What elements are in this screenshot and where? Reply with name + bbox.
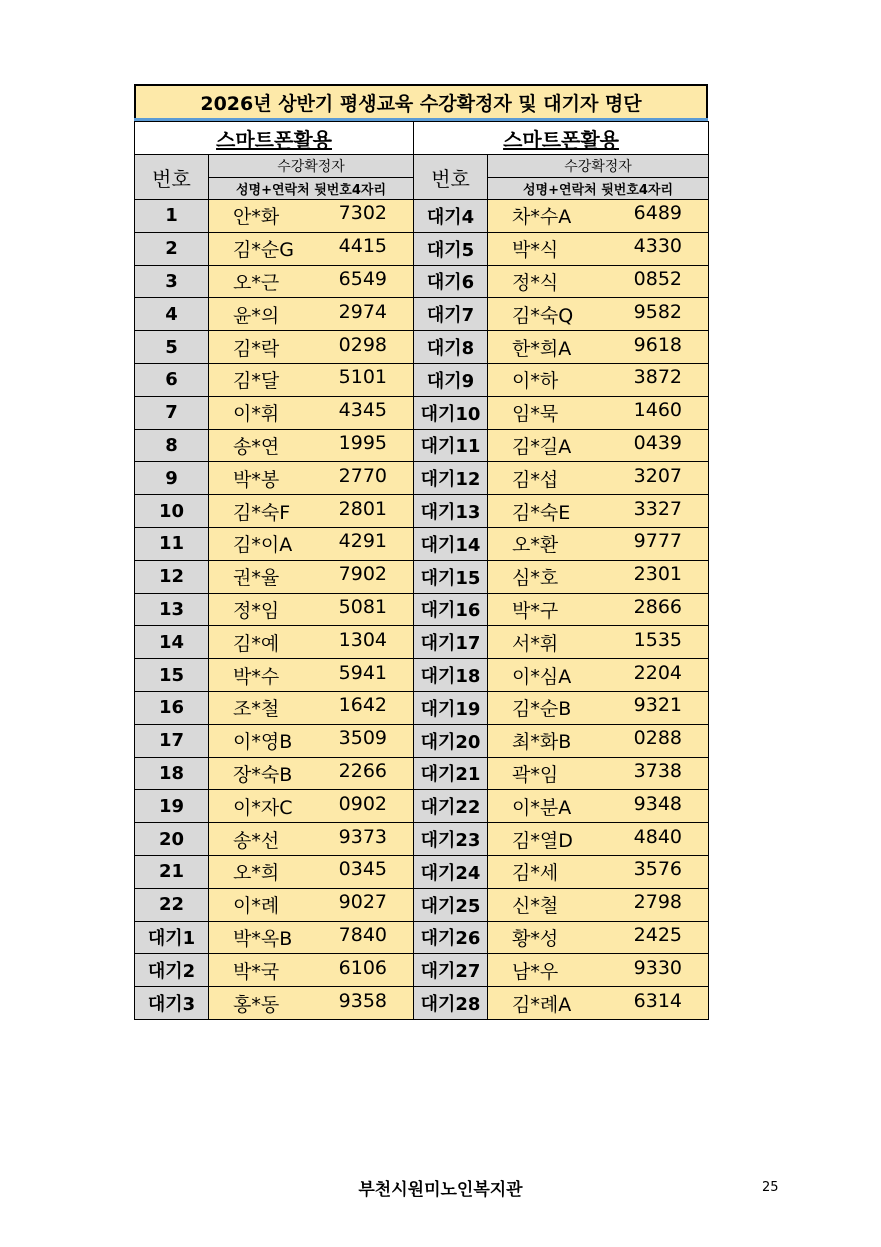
enrollee-name: 박*수	[233, 665, 280, 688]
enrollee-name: 김*세	[512, 862, 559, 885]
phone-last-four: 3576	[633, 858, 683, 881]
right-row-number: 대기9	[414, 363, 488, 396]
table-row	[135, 823, 709, 856]
phone-last-four: 0852	[633, 267, 683, 290]
left-row-number: 11	[135, 527, 209, 560]
table-row	[135, 987, 709, 1020]
enrollee-name: 윤*의	[233, 304, 280, 327]
phone-last-four: 2798	[633, 891, 683, 914]
right-row-number: 대기12	[414, 462, 488, 495]
right-enrollee-cell	[488, 724, 709, 757]
phone-last-four: 6106	[338, 956, 388, 979]
right-row-number: 대기19	[414, 691, 488, 724]
phone-last-four: 9321	[633, 694, 683, 717]
phone-last-four: 2866	[633, 595, 683, 618]
table-row	[135, 560, 709, 593]
table-row	[135, 790, 709, 823]
left-row-number: 21	[135, 855, 209, 888]
table-row	[135, 921, 709, 954]
right-enrollee-cell	[488, 363, 709, 396]
enrollee-name: 홍*동	[233, 993, 280, 1016]
enrollee-name: 권*율	[233, 567, 280, 590]
enrollee-name: 김*열D	[512, 829, 573, 852]
left-row-number: 대기1	[135, 921, 209, 954]
enrollee-name: 박*식	[512, 239, 559, 262]
phone-last-four: 1642	[338, 694, 388, 717]
enrollee-name: 이*영B	[233, 731, 293, 754]
enrollee-name: 김*례A	[512, 993, 572, 1016]
phone-last-four: 2425	[633, 923, 683, 946]
phone-last-four: 0902	[338, 792, 388, 815]
right-row-number: 대기8	[414, 331, 488, 364]
right-enrollee-cell	[488, 232, 709, 265]
phone-last-four: 2301	[633, 563, 683, 586]
left-row-number: 18	[135, 757, 209, 790]
phone-last-four: 6314	[633, 989, 683, 1012]
enrollee-name: 김*달	[233, 370, 280, 393]
right-enrollee-cell	[488, 331, 709, 364]
left-enrollee-cell	[209, 298, 414, 331]
left-number-header: 번호	[135, 155, 209, 200]
enrollee-name: 안*화	[233, 206, 280, 229]
enrollee-name: 김*길A	[512, 435, 572, 458]
left-sub-header: 성명+연락처 뒷번호4자리	[209, 178, 414, 200]
enrollee-name: 김*순G	[233, 239, 294, 262]
enrollee-name: 이*하	[512, 370, 559, 393]
phone-last-four: 2770	[338, 464, 388, 487]
phone-last-four: 5081	[338, 595, 388, 618]
enrollee-name: 서*휘	[512, 632, 559, 655]
left-row-number: 22	[135, 888, 209, 921]
left-row-number: 15	[135, 659, 209, 692]
enrollee-name: 이*분A	[512, 796, 572, 819]
phone-last-four: 5101	[338, 366, 388, 389]
left-row-number: 13	[135, 593, 209, 626]
table-row	[135, 855, 709, 888]
right-row-number: 대기27	[414, 954, 488, 987]
left-enrollee-cell	[209, 691, 414, 724]
enrollee-name: 박*옥B	[233, 927, 293, 950]
phone-last-four: 3872	[633, 366, 683, 389]
page-number: 25	[762, 1180, 779, 1195]
enrollee-name: 차*수A	[512, 206, 572, 229]
right-row-number: 대기28	[414, 987, 488, 1020]
left-row-number: 10	[135, 495, 209, 528]
left-enrollee-cell	[209, 396, 414, 429]
phone-last-four: 9358	[338, 989, 388, 1012]
enrollee-name: 박*구	[512, 599, 559, 622]
left-enrollee-cell	[209, 232, 414, 265]
right-row-number: 대기24	[414, 855, 488, 888]
right-enrollee-cell	[488, 659, 709, 692]
document-title: 2026년 상반기 평생교육 수강확정자 및 대기자 명단	[134, 84, 708, 118]
right-enrollee-cell	[488, 200, 709, 233]
right-row-number: 대기21	[414, 757, 488, 790]
enrollee-name: 김*숙Q	[512, 304, 574, 327]
enrollee-name: 정*식	[512, 271, 559, 294]
table-row	[135, 298, 709, 331]
enrollee-name: 남*우	[512, 960, 559, 983]
left-enrollee-cell	[209, 200, 414, 233]
table-row	[135, 888, 709, 921]
left-enrollee-cell	[209, 626, 414, 659]
left-row-number: 6	[135, 363, 209, 396]
enrollee-name: 오*희	[233, 862, 280, 885]
table-row	[135, 593, 709, 626]
phone-last-four: 6549	[338, 267, 388, 290]
right-row-number: 대기14	[414, 527, 488, 560]
right-row-number: 대기10	[414, 396, 488, 429]
phone-last-four: 2801	[338, 497, 388, 520]
table-row	[135, 363, 709, 396]
right-row-number: 대기13	[414, 495, 488, 528]
enrollee-name: 심*호	[512, 567, 559, 590]
left-enrollee-cell	[209, 888, 414, 921]
phone-last-four: 9373	[338, 825, 388, 848]
enrollee-name: 오*환	[512, 534, 559, 557]
right-enrollee-cell	[488, 855, 709, 888]
right-row-number: 대기11	[414, 429, 488, 462]
organization-name: 부천시원미노인복지관	[358, 1180, 523, 1200]
enrollee-name: 송*선	[233, 829, 280, 852]
left-enrollee-cell	[209, 855, 414, 888]
phone-last-four: 4330	[633, 235, 683, 258]
phone-last-four: 1535	[633, 628, 683, 651]
right-row-number: 대기15	[414, 560, 488, 593]
phone-last-four: 0288	[633, 727, 683, 750]
phone-last-four: 0439	[633, 431, 683, 454]
table-row	[135, 757, 709, 790]
left-row-number: 8	[135, 429, 209, 462]
phone-last-four: 3509	[338, 727, 388, 750]
phone-last-four: 0345	[338, 858, 388, 881]
phone-last-four: 1460	[633, 399, 683, 422]
left-row-number: 대기2	[135, 954, 209, 987]
right-enrollee-cell	[488, 888, 709, 921]
right-enrollee-cell	[488, 757, 709, 790]
left-row-number: 대기3	[135, 987, 209, 1020]
table-row	[135, 331, 709, 364]
right-enrollee-cell	[488, 593, 709, 626]
right-enrollee-cell	[488, 560, 709, 593]
phone-last-four: 7902	[338, 563, 388, 586]
enrollee-name: 곽*임	[512, 763, 559, 786]
phone-last-four: 6489	[633, 202, 683, 225]
left-enrollee-cell	[209, 363, 414, 396]
enrollee-name: 오*근	[233, 271, 280, 294]
right-row-number: 대기6	[414, 265, 488, 298]
right-enrollee-cell	[488, 823, 709, 856]
left-enrollee-cell	[209, 560, 414, 593]
right-row-number: 대기7	[414, 298, 488, 331]
phone-last-four: 9777	[633, 530, 683, 553]
enrollee-name: 이*휘	[233, 403, 280, 426]
left-enrollee-cell	[209, 265, 414, 298]
right-row-number: 대기22	[414, 790, 488, 823]
table-row	[135, 691, 709, 724]
enrollee-name: 김*숙F	[233, 501, 291, 524]
enrollee-name: 김*락	[233, 337, 280, 360]
left-row-number: 17	[135, 724, 209, 757]
right-enrollee-cell	[488, 429, 709, 462]
right-row-number: 대기25	[414, 888, 488, 921]
enrollee-name: 김*숙E	[512, 501, 571, 524]
phone-last-four: 1304	[338, 628, 388, 651]
enrollee-name: 임*묵	[512, 403, 559, 426]
phone-last-four: 7840	[338, 923, 388, 946]
right-row-number: 대기5	[414, 232, 488, 265]
enrollee-name: 송*연	[233, 435, 280, 458]
phone-last-four: 9618	[633, 333, 683, 356]
right-group-header: 수강확정자	[488, 155, 709, 178]
left-row-number: 4	[135, 298, 209, 331]
left-enrollee-cell	[209, 495, 414, 528]
phone-last-four: 3207	[633, 464, 683, 487]
phone-last-four: 2204	[633, 661, 683, 684]
right-sub-header: 성명+연락처 뒷번호4자리	[488, 178, 709, 200]
left-row-number: 12	[135, 560, 209, 593]
phone-last-four: 9582	[633, 300, 683, 323]
phone-last-four: 1995	[338, 431, 388, 454]
enrollee-name: 황*성	[512, 927, 559, 950]
left-row-number: 20	[135, 823, 209, 856]
right-enrollee-cell	[488, 462, 709, 495]
enrollee-name: 이*심A	[512, 665, 572, 688]
phone-last-four: 0298	[338, 333, 388, 356]
right-enrollee-cell	[488, 265, 709, 298]
left-row-number: 1	[135, 200, 209, 233]
phone-last-four: 4415	[338, 235, 388, 258]
table-row	[135, 232, 709, 265]
phone-last-four: 2974	[338, 300, 388, 323]
enrollee-name: 김*순B	[512, 698, 572, 721]
right-enrollee-cell	[488, 921, 709, 954]
enrollee-name: 김*이A	[233, 534, 293, 557]
right-enrollee-cell	[488, 396, 709, 429]
left-row-number: 16	[135, 691, 209, 724]
right-number-header: 번호	[414, 155, 488, 200]
enrollee-name: 김*예	[233, 632, 280, 655]
left-row-number: 2	[135, 232, 209, 265]
right-enrollee-cell	[488, 495, 709, 528]
table-row	[135, 200, 709, 233]
phone-last-four: 4345	[338, 399, 388, 422]
phone-last-four: 9330	[633, 956, 683, 979]
enrollee-name: 이*자C	[233, 796, 293, 819]
table-row	[135, 626, 709, 659]
left-enrollee-cell	[209, 823, 414, 856]
right-row-number: 대기17	[414, 626, 488, 659]
table-row	[135, 265, 709, 298]
right-row-number: 대기18	[414, 659, 488, 692]
table-row	[135, 724, 709, 757]
table-row	[135, 396, 709, 429]
table-row	[135, 954, 709, 987]
phone-last-four: 3738	[633, 759, 683, 782]
left-row-number: 19	[135, 790, 209, 823]
phone-last-four: 7302	[338, 202, 388, 225]
enrollee-name: 신*철	[512, 895, 559, 918]
right-row-number: 대기20	[414, 724, 488, 757]
enrollee-name: 박*봉	[233, 468, 280, 491]
left-row-number: 7	[135, 396, 209, 429]
table-row	[135, 429, 709, 462]
right-enrollee-cell	[488, 987, 709, 1020]
right-row-number: 대기23	[414, 823, 488, 856]
enrollee-name: 김*섭	[512, 468, 559, 491]
phone-last-four: 9027	[338, 891, 388, 914]
left-row-number: 3	[135, 265, 209, 298]
phone-last-four: 2266	[338, 759, 388, 782]
phone-last-four: 3327	[633, 497, 683, 520]
left-enrollee-cell	[209, 954, 414, 987]
right-enrollee-cell	[488, 790, 709, 823]
left-enrollee-cell	[209, 593, 414, 626]
enrollee-name: 이*례	[233, 895, 280, 918]
phone-last-four: 9348	[633, 792, 683, 815]
phone-last-four: 4291	[338, 530, 388, 553]
table-row	[135, 462, 709, 495]
enrollee-name: 정*임	[233, 599, 280, 622]
right-enrollee-cell	[488, 527, 709, 560]
left-group-header: 수강확정자	[209, 155, 414, 178]
left-enrollee-cell	[209, 987, 414, 1020]
enrollee-name: 조*철	[233, 698, 280, 721]
right-row-number: 대기16	[414, 593, 488, 626]
right-row-number: 대기26	[414, 921, 488, 954]
right-enrollee-cell	[488, 626, 709, 659]
right-section-title: 스마트폰활용	[414, 122, 709, 155]
left-enrollee-cell	[209, 331, 414, 364]
left-row-number: 9	[135, 462, 209, 495]
phone-last-four: 5941	[338, 661, 388, 684]
left-row-number: 14	[135, 626, 209, 659]
right-enrollee-cell	[488, 298, 709, 331]
roster-sheet	[134, 84, 708, 1020]
enrollee-name: 박*국	[233, 960, 280, 983]
left-enrollee-cell	[209, 921, 414, 954]
left-row-number: 5	[135, 331, 209, 364]
left-enrollee-cell	[209, 429, 414, 462]
left-enrollee-cell	[209, 724, 414, 757]
right-enrollee-cell	[488, 691, 709, 724]
phone-last-four: 4840	[633, 825, 683, 848]
table-row	[135, 527, 709, 560]
left-enrollee-cell	[209, 757, 414, 790]
right-row-number: 대기4	[414, 200, 488, 233]
roster-table	[134, 121, 709, 1020]
table-row	[135, 495, 709, 528]
enrollee-name: 최*화B	[512, 731, 572, 754]
left-enrollee-cell	[209, 659, 414, 692]
left-enrollee-cell	[209, 462, 414, 495]
left-section-title: 스마트폰활용	[135, 122, 414, 155]
right-enrollee-cell	[488, 954, 709, 987]
left-enrollee-cell	[209, 527, 414, 560]
enrollee-name: 한*희A	[512, 337, 572, 360]
table-row	[135, 659, 709, 692]
enrollee-name: 장*숙B	[233, 763, 293, 786]
left-enrollee-cell	[209, 790, 414, 823]
